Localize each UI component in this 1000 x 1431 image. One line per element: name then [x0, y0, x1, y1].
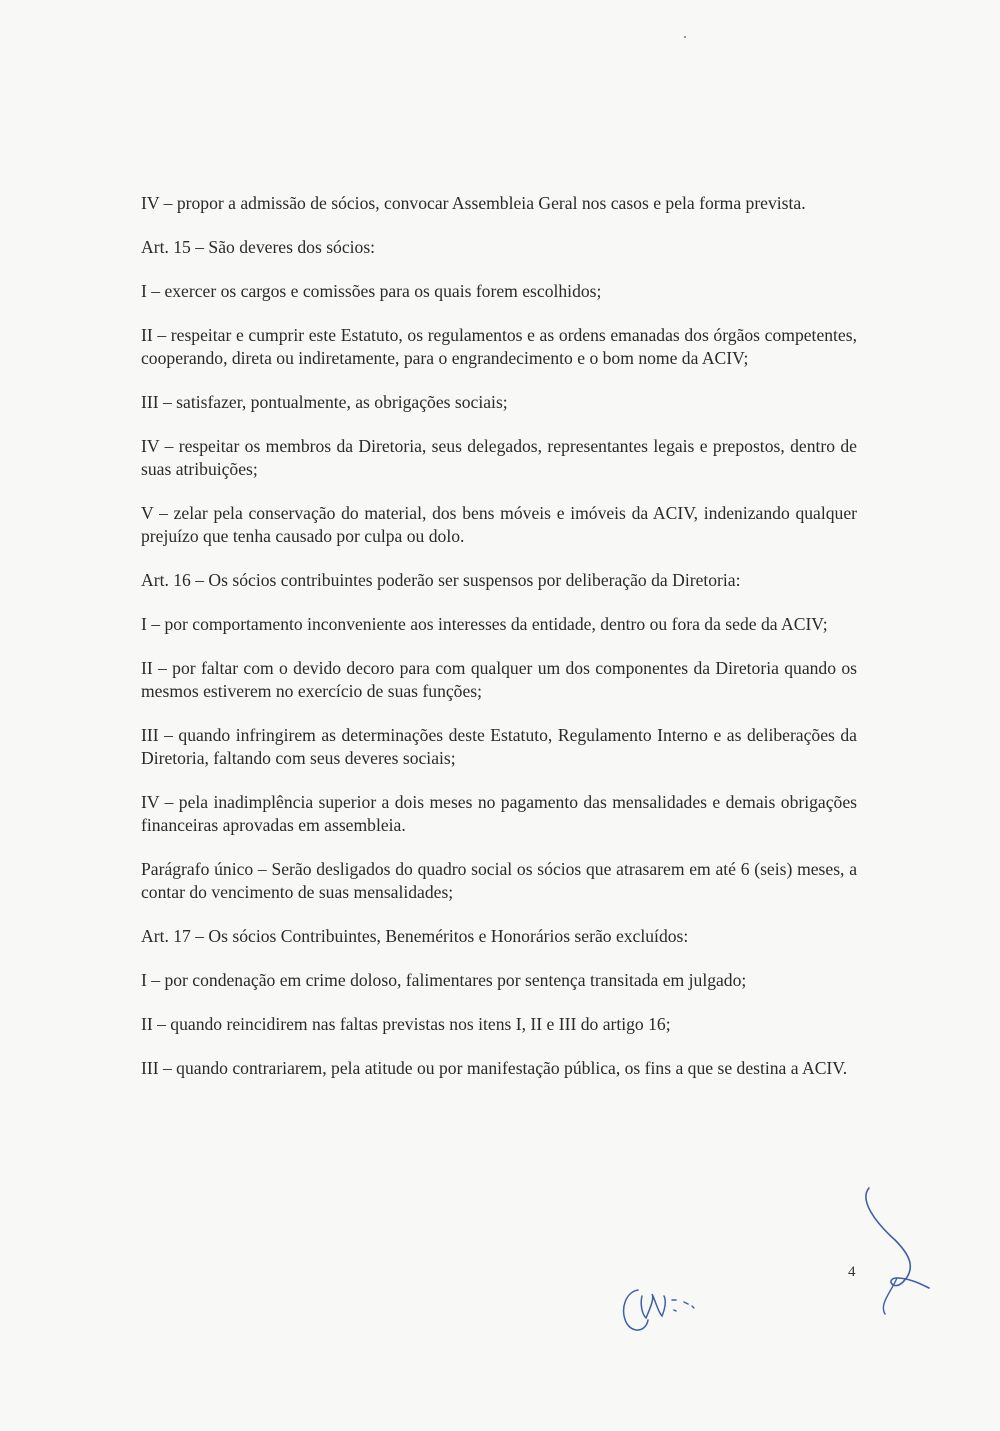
paragraph-art17-item-i: I – por condenação em crime doloso, falimentares por sentença transitada em julgado;	[141, 970, 747, 990]
paragraph-art15-item-v: V – zelar pela conservação do material, dos bens móveis e imóveis da ACIV, indenizando qualquer prejuízo que tenha causado por culpa ou dolo.	[141, 503, 857, 546]
article-16-heading: Art. 16 – Os sócios contribuintes poderão ser suspensos por deliberação da Diretoria:	[141, 570, 741, 590]
document-body	[141, 192, 857, 1101]
handwritten-signature	[855, 1182, 935, 1322]
page-number: 4	[848, 1264, 856, 1280]
paragraph-art16-item-iv: IV – pela inadimplência superior a dois meses no pagamento das mensalidades e demais obrigações financeiras aprovadas em assembleia.	[141, 792, 857, 835]
paragraph-art17-item-ii: II – quando reincidirem nas faltas previstas nos itens I, II e III do artigo 16;	[141, 1014, 671, 1034]
paragraph-art16-item-i: I – por comportamento inconveniente aos interesses da entidade, dentro ou fora da sede da ACIV;	[141, 614, 828, 634]
article-17-heading: Art. 17 – Os sócios Contribuintes, Beneméritos e Honorários serão excluídos:	[141, 926, 689, 946]
paragraph-art16-sole-paragraph: Parágrafo único – Serão desligados do quadro social os sócios que atrasarem em até 6 (seis) meses, a contar do vencimento de suas mensalidades;	[141, 859, 857, 902]
scan-speck	[684, 36, 686, 38]
paragraph-art15-item-iv: IV – respeitar os membros da Diretoria, seus delegados, representantes legais e prepostos, dentro de suas atribuições;	[141, 436, 857, 479]
handwritten-initials	[612, 1278, 712, 1348]
paragraph-art14-item-iv: IV – propor a admissão de sócios, convocar Assembleia Geral nos casos e pela forma prevista.	[141, 193, 806, 213]
article-15-heading: Art. 15 – São deveres dos sócios:	[141, 237, 376, 257]
paragraph-art15-item-i: I – exercer os cargos e comissões para os quais forem escolhidos;	[141, 281, 602, 301]
paragraph-art17-item-iii: III – quando contrariarem, pela atitude ou por manifestação pública, os fins a que se destina a ACIV.	[141, 1058, 848, 1078]
paragraph-art15-item-ii: II – respeitar e cumprir este Estatuto, os regulamentos e as ordens emanadas dos órgãos competentes, cooperando, direta ou indiretamente, para o engrandecimento e o bom nome da ACIV;	[141, 325, 857, 368]
paragraph-art16-item-ii: II – por faltar com o devido decoro para com qualquer um dos componentes da Diretoria quando os mesmos estiverem no exercício de suas funções;	[141, 658, 857, 701]
paragraph-art16-item-iii: III – quando infringirem as determinações deste Estatuto, Regulamento Interno e as deliberações da Diretoria, faltando com seus deveres sociais;	[141, 725, 857, 768]
paragraph-art15-item-iii: III – satisfazer, pontualmente, as obrigações sociais;	[141, 392, 508, 412]
